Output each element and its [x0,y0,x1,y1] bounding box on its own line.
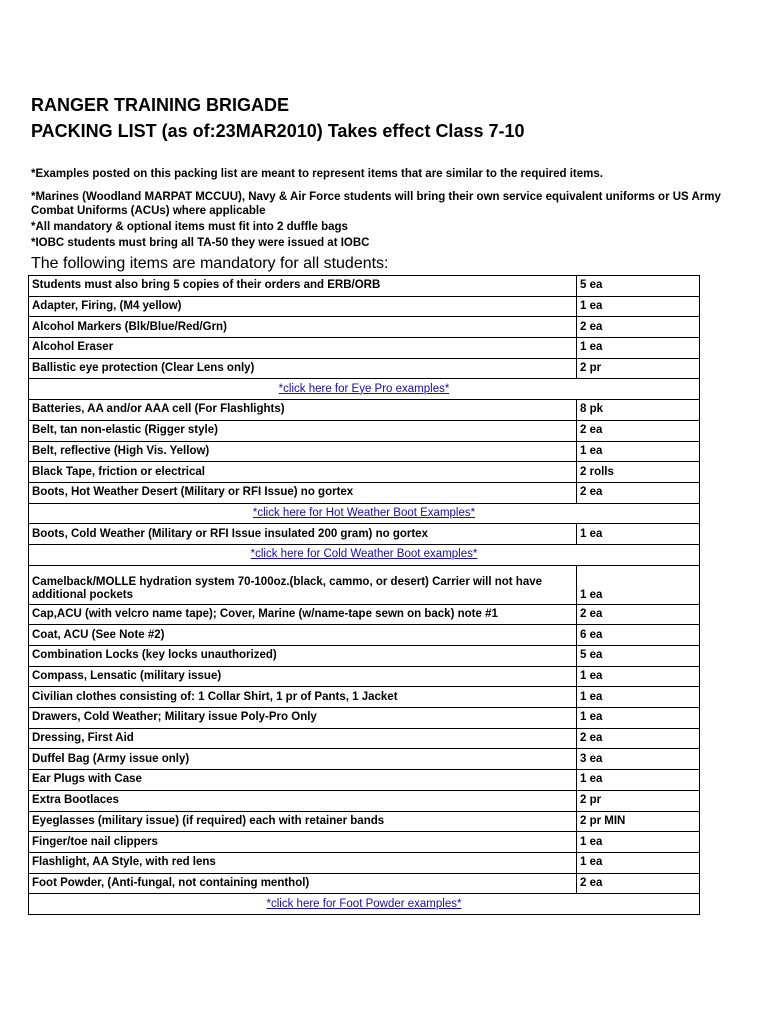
table-row [29,317,700,338]
quantity-cell: 2 pr [577,358,700,379]
item-cell: Compass, Lensatic (military issue) [29,666,577,687]
table-row [29,296,700,317]
item-cell: Black Tape, friction or electrical [29,462,577,483]
table-row [29,708,700,729]
table-row [29,524,700,545]
table-row [29,565,700,604]
examples-link-cell [29,544,700,565]
table-row [29,852,700,873]
item-cell: Students must also bring 5 copies of their orders and ERB/ORB [29,276,577,297]
quantity-cell: 2 ea [577,728,700,749]
table-row [29,338,700,359]
quantity-cell: 8 pk [577,400,700,421]
item-cell: Adapter, Firing, (M4 yellow) [29,296,577,317]
item-cell: Ear Plugs with Case [29,770,577,791]
quantity-cell: 1 ea [577,441,700,462]
table-row [29,811,700,832]
item-cell: Camelback/MOLLE hydration system 70-100oz.(black, cammo, or desert) Carrier will not have additional pockets [29,565,577,604]
examples-link[interactable]: *click here for Cold Weather Boot examples* [250,548,478,561]
examples-link-row [29,894,700,915]
examples-link-row [29,379,700,400]
examples-link[interactable]: *click here for Foot Powder examples* [266,897,462,910]
quantity-cell: 2 rolls [577,462,700,483]
item-cell: Batteries, AA and/or AAA cell (For Flashlights) [29,400,577,421]
item-cell: Foot Powder, (Anti-fungal, not containing menthol) [29,873,577,894]
quantity-cell: 1 ea [577,666,700,687]
note-marines-uniforms: *Marines (Woodland MARPAT MCCUU), Navy & Air Force students will bring their own service equivalent uniforms or US Army Combat Uniforms (ACUs) where applicable [31,191,721,217]
table-row [29,790,700,811]
table-row [29,646,700,667]
examples-link[interactable]: *click here for Eye Pro examples* [278,382,450,395]
quantity-cell: 2 ea [577,604,700,625]
item-cell: Eyeglasses (military issue) (if required) each with retainer bands [29,811,577,832]
table-row [29,666,700,687]
examples-link[interactable]: *click here for Hot Weather Boot Examples* [252,506,476,519]
quantity-cell: 1 ea [577,708,700,729]
item-cell: Drawers, Cold Weather; Military issue Poly-Pro Only [29,708,577,729]
packing-list-table [28,275,700,915]
table-row [29,770,700,791]
quantity-cell: 2 pr [577,790,700,811]
quantity-cell: 1 ea [577,770,700,791]
item-cell: Duffel Bag (Army issue only) [29,749,577,770]
quantity-cell: 3 ea [577,749,700,770]
quantity-cell: 1 ea [577,687,700,708]
document-title: RANGER TRAINING BRIGADE [31,95,290,115]
table-row [29,358,700,379]
item-cell: Ballistic eye protection (Clear Lens only) [29,358,577,379]
item-cell: Finger/toe nail clippers [29,832,577,853]
item-cell: Alcohol Markers (Blk/Blue/Red/Grn) [29,317,577,338]
item-cell: Coat, ACU (See Note #2) [29,625,577,646]
table-row [29,482,700,503]
quantity-cell: 5 ea [577,646,700,667]
item-cell: Boots, Hot Weather Desert (Military or RFI Issue) no gortex [29,482,577,503]
item-cell: Alcohol Eraser [29,338,577,359]
item-cell: Flashlight, AA Style, with red lens [29,852,577,873]
quantity-cell: 5 ea [577,276,700,297]
note-duffle-bags: *All mandatory & optional items must fit into 2 duffle bags [31,221,348,233]
note-iobc: *IOBC students must bring all TA-50 they were issued at IOBC [31,237,370,249]
table-row [29,276,700,297]
quantity-cell: 6 ea [577,625,700,646]
document-subtitle: PACKING LIST (as of:23MAR2010) Takes effect Class 7-10 [31,121,525,141]
table-row [29,462,700,483]
quantity-cell: 1 ea [577,296,700,317]
table-row [29,400,700,421]
item-cell: Combination Locks (key locks unauthorized) [29,646,577,667]
item-cell: Boots, Cold Weather (Military or RFI Issue insulated 200 gram) no gortex [29,524,577,545]
packing-list-body [29,276,700,915]
quantity-cell: 2 ea [577,482,700,503]
table-row [29,749,700,770]
examples-link-row [29,544,700,565]
note-examples: *Examples posted on this packing list are meant to represent items that are similar to the required items. [31,168,603,180]
quantity-cell: 1 ea [577,524,700,545]
quantity-cell: 1 ea [577,832,700,853]
table-row [29,420,700,441]
quantity-cell: 2 ea [577,420,700,441]
item-cell: Civilian clothes consisting of: 1 Collar Shirt, 1 pr of Pants, 1 Jacket [29,687,577,708]
quantity-cell: 2 pr MIN [577,811,700,832]
item-cell: Dressing, First Aid [29,728,577,749]
quantity-cell: 1 ea [577,338,700,359]
examples-link-cell [29,894,700,915]
table-row [29,832,700,853]
table-row [29,687,700,708]
item-cell: Belt, tan non-elastic (Rigger style) [29,420,577,441]
quantity-cell: 1 ea [577,565,700,604]
examples-link-cell [29,379,700,400]
section-heading: The following items are mandatory for all students: [31,255,389,272]
table-row [29,873,700,894]
item-cell: Cap,ACU (with velcro name tape); Cover, Marine (w/name-tape sewn on back) note #1 [29,604,577,625]
quantity-cell: 2 ea [577,873,700,894]
table-row [29,625,700,646]
examples-link-cell [29,503,700,524]
examples-link-row [29,503,700,524]
item-cell: Extra Bootlaces [29,790,577,811]
quantity-cell: 1 ea [577,852,700,873]
item-cell: Belt, reflective (High Vis. Yellow) [29,441,577,462]
table-row [29,441,700,462]
quantity-cell: 2 ea [577,317,700,338]
table-row [29,728,700,749]
table-row [29,604,700,625]
